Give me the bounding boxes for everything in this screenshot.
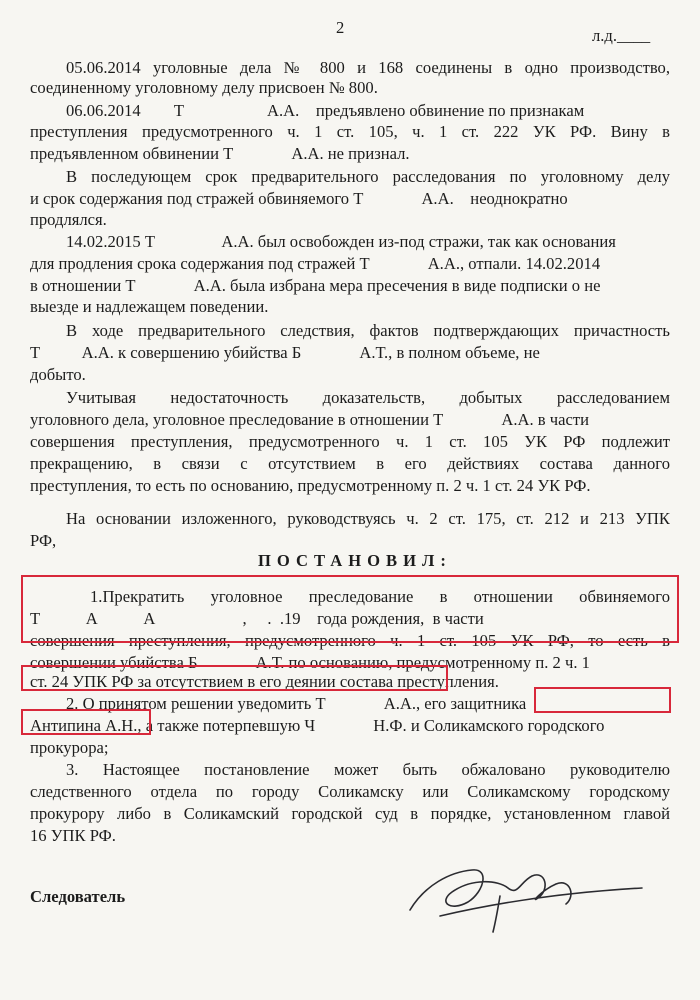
body-line: прокурору либо в Соликамский городской суд в порядке, установленном главой (30, 804, 670, 823)
resolution-heading: ПОСТАНОВИЛ: (258, 551, 452, 570)
body-line: и срок содержания под стражей обвиняемого Т А.А. неоднократно (30, 189, 568, 208)
signature-mark (380, 830, 660, 940)
body-line: совершении убийства Б А.Т. по основанию, предусмотренному п. 2 ч. 1 (30, 653, 590, 672)
body-line: Т А А , . .19 года рождения, в части (30, 609, 484, 628)
body-line: 06.06.2014 Т А.А. предъявлено обвинение по признакам (66, 101, 585, 120)
body-line: совершения преступления, предусмотренного ч. 1 ст. 105 УК РФ подлежит (30, 432, 670, 451)
signer-label: Следователь (30, 887, 126, 906)
body-line: 3. Настоящее постановление может быть обжаловано руководителю (66, 760, 670, 779)
body-line: предъявленном обвинении Т А.А. не признал. (30, 144, 410, 163)
body-line: Т А.А. к совершению убийства Б А.Т., в полном объеме, не (30, 343, 540, 362)
body-line: 2. О принятом решении уведомить Т А.А., его защитника (66, 694, 527, 713)
body-line: 1.Прекратить уголовное преследование в отношении обвиняемого (90, 587, 670, 606)
body-line: 05.06.2014 уголовные дела № 800 и 168 соединены в одно производство, (66, 58, 670, 77)
body-line: Антипина А.Н., а также потерпевшую Ч Н.Ф. и Соликамского городского (30, 716, 605, 735)
body-line: На основании изложенного, руководствуясь ч. 2 ст. 175, ст. 212 и 213 УПК (66, 509, 670, 528)
body-line: совершения преступления, предусмотренного ч. 1 ст. 105 УК РФ, то есть в (30, 631, 670, 650)
body-line: 14.02.2015 Т А.А. был освобожден из-под стражи, так как основания (66, 232, 616, 251)
body-line: продлялся. (30, 210, 107, 229)
highlight-box-paragraph-1 (21, 575, 679, 643)
body-line: ст. 24 УПК РФ за отсутствием в его деянии состава преступления. (30, 672, 499, 691)
body-line: преступления предусмотренного ч. 1 ст. 105, ч. 1 ст. 222 УК РФ. Вину в (30, 122, 670, 141)
page-number: 2 (336, 18, 345, 37)
body-line: прекращению, в связи с отсутствием в его действиях состава данного (30, 454, 670, 473)
highlight-box-antipin (21, 709, 151, 735)
body-line: соединенному уголовному делу присвоен № 800. (30, 78, 378, 97)
body-line: добыто. (30, 365, 86, 384)
body-line: В ходе предварительного следствия, фактов подтверждающих причастность (66, 321, 670, 340)
body-line: следственного отдела по городу Соликамску или Соликамскому городскому (30, 782, 670, 801)
body-line: в отношении Т А.А. была избрана мера пресечения в виде подписки о не (30, 276, 601, 295)
highlight-box-defender (534, 687, 671, 713)
body-line: уголовного дела, уголовное преследование в отношении Т А.А. в части (30, 410, 590, 429)
body-line: В последующем срок предварительного расследования по уголовному делу (66, 167, 670, 186)
body-line: преступления, то есть по основанию, предусмотренному п. 2 ч. 1 ст. 24 УК РФ. (30, 476, 591, 495)
body-line: прокурора; (30, 738, 109, 757)
highlight-box-article-24 (21, 665, 448, 691)
body-line: 16 УПК РФ. (30, 826, 116, 845)
body-line: выезде и надлежащем поведении. (30, 297, 269, 316)
sheet-label: л.д.____ (592, 26, 651, 45)
body-line: для продления срока содержания под стражей Т А.А., отпали. 14.02.2014 (30, 254, 601, 273)
body-line: РФ, (30, 531, 57, 550)
body-line: Учитывая недостаточность доказательств, добытых расследованием (66, 388, 670, 407)
